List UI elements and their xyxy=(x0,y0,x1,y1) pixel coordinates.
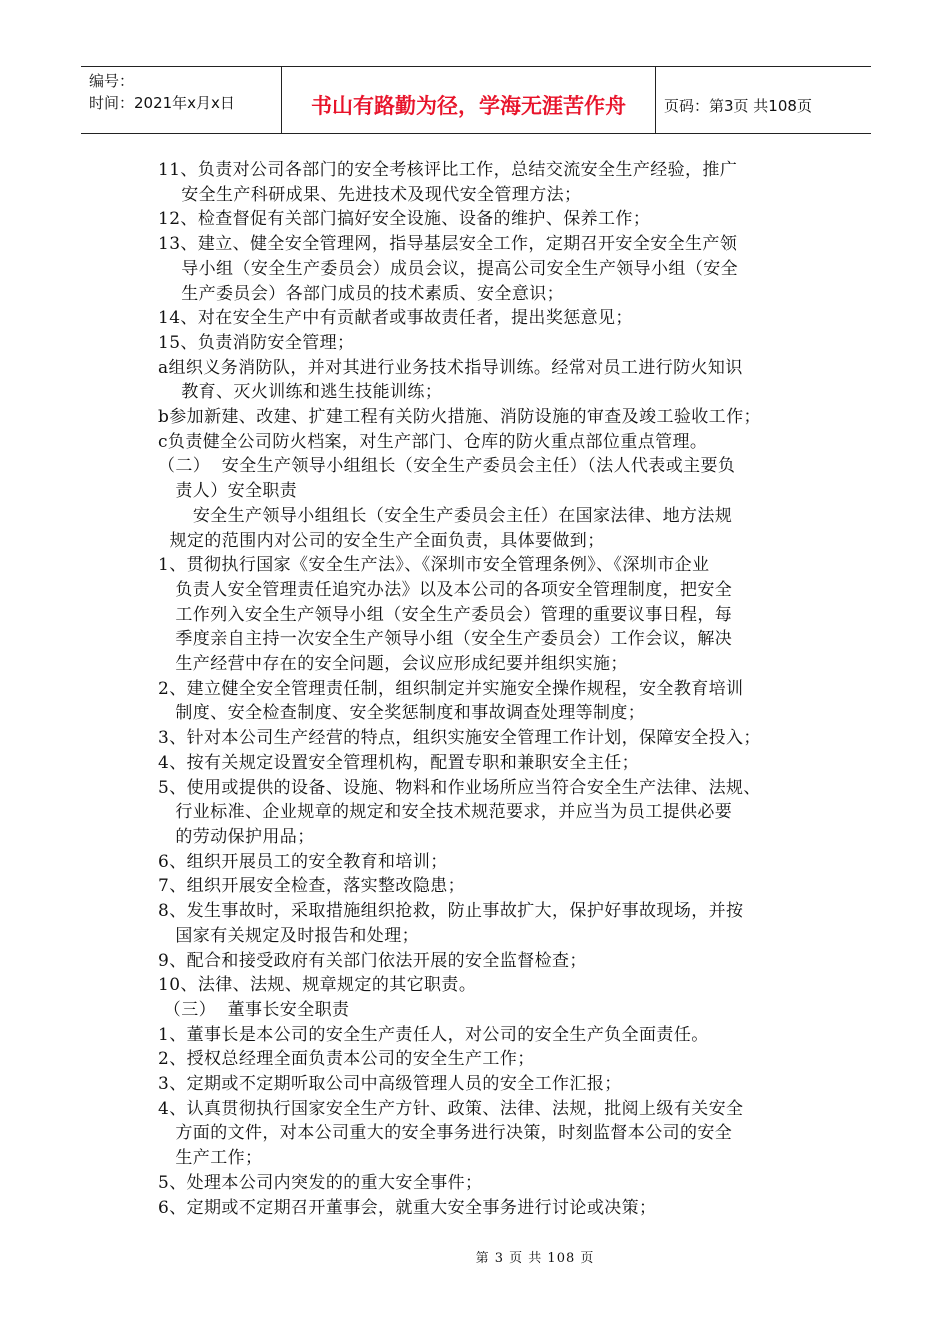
body-line: 6、组织开展员工的安全教育和培训； xyxy=(158,851,448,872)
body-line: 14、对在安全生产中有贡献者或事故责任者，提出奖惩意见； xyxy=(158,308,633,329)
body-line: 教育、灭火训练和逃生技能训练； xyxy=(158,382,443,403)
body-line: 15、负责消防安全管理； xyxy=(158,332,355,353)
body-line: 制度、安全检查制度、安全奖惩制度和事故调查处理等制度； xyxy=(158,703,646,724)
body-line: 5、处理本公司内突发的的重大安全事件； xyxy=(158,1172,483,1193)
body-line: 安全生产科研成果、先进技术及现代安全管理方法； xyxy=(158,184,582,205)
body-line: 5、使用或提供的设备、设施、物料和作业场所应当符合安全生产法律、法规、 xyxy=(158,777,761,798)
body-line: 9、配合和接受政府有关部门依法开展的安全监督检查； xyxy=(158,950,587,971)
body-line: 生产委员会）各部门成员的技术素质、安全意识； xyxy=(158,283,565,304)
body-line: 8、发生事故时，采取措施组织抢救，防止事故扩大，保护好事故现场，并按 xyxy=(158,901,744,922)
body-line: 6、定期或不定期召开董事会，就重大安全事务进行讨论或决策； xyxy=(158,1197,657,1218)
body-line: 4、按有关规定设置安全管理机构，配置专职和兼职安全主任； xyxy=(158,752,640,773)
body-line: 7、组织开展安全检查，落实整改隐患； xyxy=(158,876,466,897)
body-line: 安全生产领导小组组长（安全生产委员会主任）在国家法律、地方法规 xyxy=(158,505,733,526)
body-line: 方面的文件，对本公司重大的安全事务进行决策，时刻监督本公司的安全 xyxy=(158,1123,733,1144)
body-line: 负责人安全管理责任追究办法》以及本公司的各项安全管理制度，把安全 xyxy=(158,579,733,600)
body-line: 4、认真贯彻执行国家安全生产方针、政策、法律、法规，批阅上级有关安全 xyxy=(158,1098,744,1119)
body-line: （三） 董事长安全职责 xyxy=(158,999,350,1020)
body-line: 3、针对本公司生产经营的特点，组织实施安全管理工作计划，保障安全投入； xyxy=(158,728,761,749)
body-line: 导小组（安全生产委员会）成员会议，提高公司安全生产领导小组（安全 xyxy=(158,258,739,279)
header-meta xyxy=(81,67,281,133)
body-line: 行业标准、企业规章的规定和安全技术规范要求，并应当为员工提供必要 xyxy=(158,802,733,823)
body-line: 工作列入安全生产领导小组（安全生产委员会）管理的重要议事日程，每 xyxy=(158,604,733,625)
header-motto: 书山有路勤为径，学海无涯苦作舟 xyxy=(281,67,656,133)
page-footer: 第 3 页 共 108 页 xyxy=(475,1251,595,1266)
header-page-number: 页码：第3页 共108页 xyxy=(664,96,812,115)
body-line: 1、董事长是本公司的安全生产责任人，对公司的安全生产负全面责任。 xyxy=(158,1024,709,1045)
document-number-label: 编号： xyxy=(89,72,135,90)
body-line: 2、授权总经理全面负责本公司的安全生产工作； xyxy=(158,1049,535,1070)
body-line: 规定的范围内对公司的安全生产全面负责，具体要做到； xyxy=(158,530,605,551)
body-line: 11、负责对公司各部门的安全考核评比工作，总结交流安全生产经验，推广 xyxy=(158,160,738,180)
body-line: 1、贯彻执行国家《安全生产法》、《深圳市安全管理条例》、《深圳市企业 xyxy=(158,555,710,576)
body-line: 13、建立、健全安全管理网，指导基层安全工作，定期召开安全安全生产领 xyxy=(158,234,738,255)
body-line: a组织义务消防队，并对其进行业务技术指导训练。经常对员工进行防火知识 xyxy=(158,357,743,378)
page-header xyxy=(81,66,871,134)
body-line: 季度亲自主持一次安全生产领导小组（安全生产委员会）工作会议，解决 xyxy=(158,629,733,650)
body-line: 12、检查督促有关部门搞好安全设施、设备的维护、保养工作； xyxy=(158,209,651,230)
document-date-label: 时间：2021年x月x日 xyxy=(89,94,235,112)
body-line: 的劳动保护用品； xyxy=(158,826,315,847)
body-line: 责人）安全职责 xyxy=(158,481,298,502)
body-line: （二） 安全生产领导小组组长（安全生产委员会主任）（法人代表或主要负 xyxy=(158,456,736,477)
body-line: 10、法律、法规、规章规定的其它职责。 xyxy=(158,975,477,996)
body-line: c负责健全公司防火档案，对生产部门、仓库的防火重点部位重点管理。 xyxy=(158,431,708,452)
body-line: 3、定期或不定期听取公司中高级管理人员的安全工作汇报； xyxy=(158,1074,622,1095)
body-line: 2、建立健全安全管理责任制，组织制定并实施安全操作规程，安全教育培训 xyxy=(158,678,744,699)
body-line: 生产经营中存在的安全问题，会议应形成纪要并组织实施； xyxy=(158,654,628,675)
document-body xyxy=(158,158,818,1220)
body-line: 生产工作； xyxy=(158,1148,263,1169)
body-line: 国家有关规定及时报告和处理； xyxy=(158,925,420,946)
body-line: b参加新建、改建、扩建工程有关防火措施、消防设施的审查及竣工验收工作； xyxy=(158,407,761,428)
